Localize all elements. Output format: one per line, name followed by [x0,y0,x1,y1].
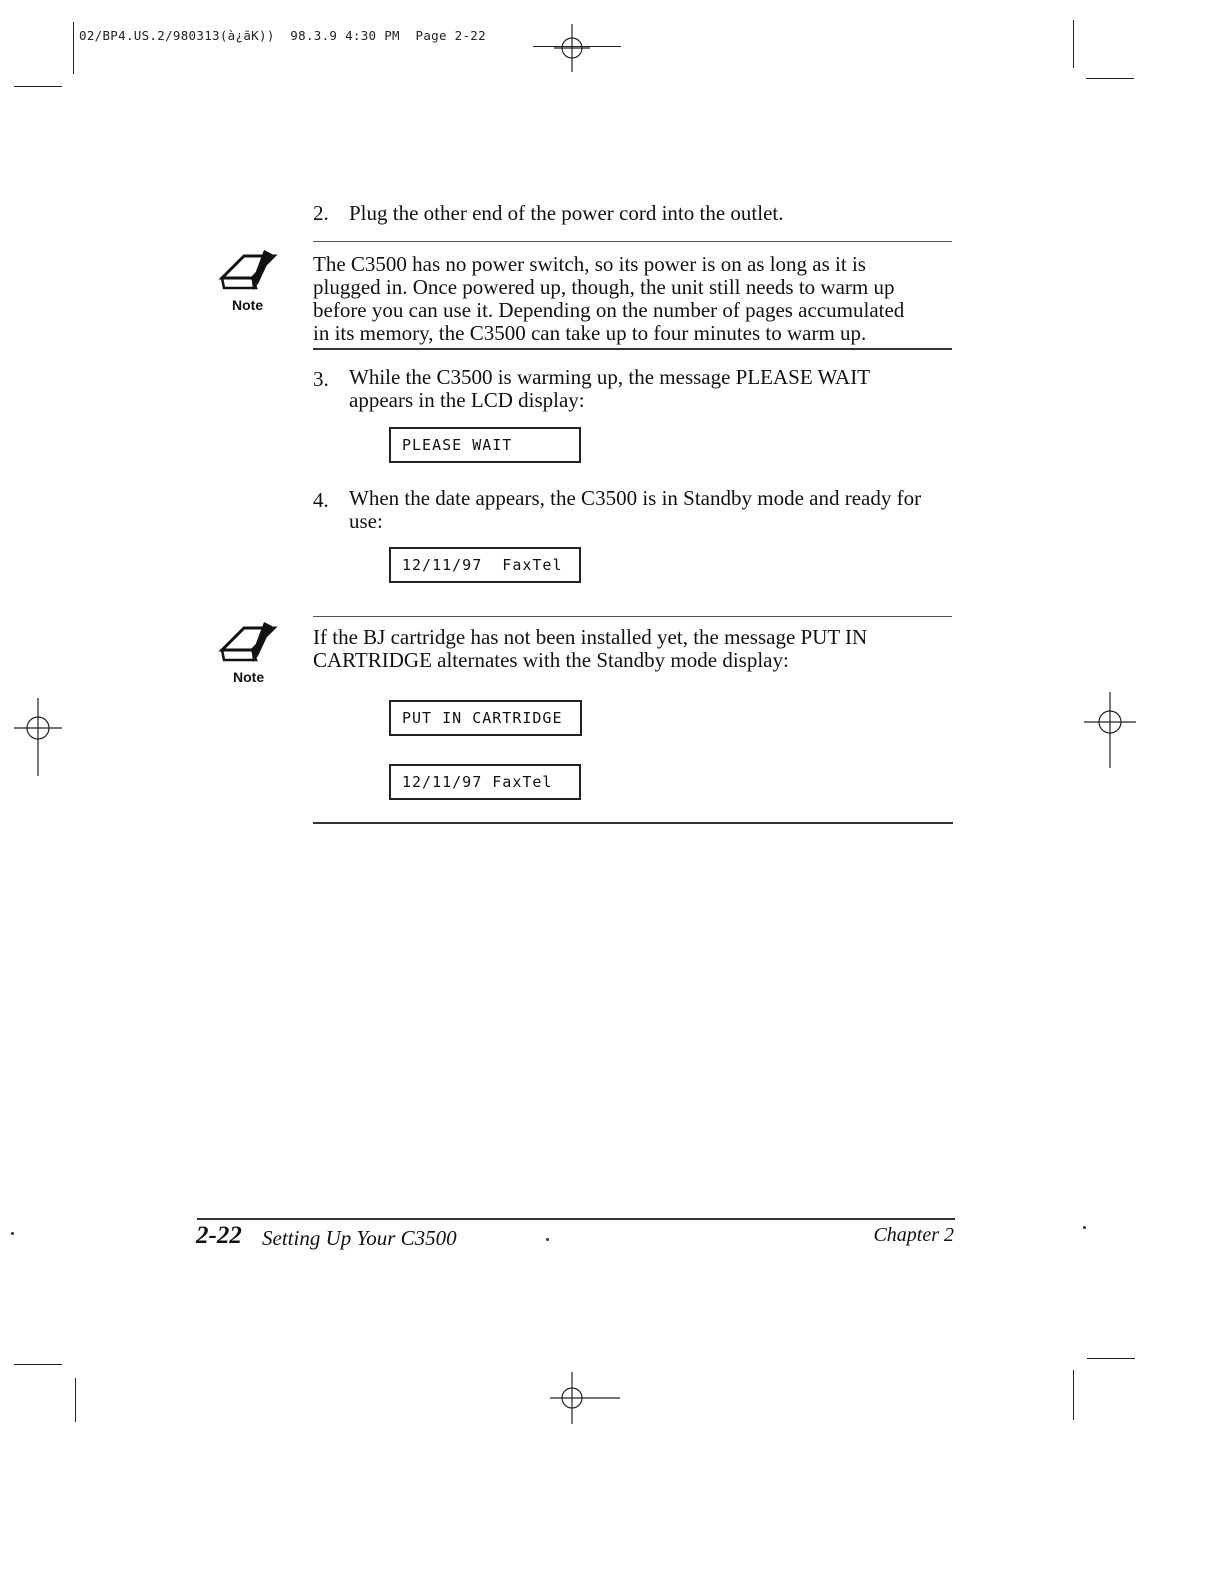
crop-mark-bottom-right-horizontal [1087,1358,1135,1359]
step-4-line-1: When the date appears, the C3500 is in Standby mode and ready for [349,486,922,510]
step-3-line-1: While the C3500 is warming up, the message PLEASE WAIT [349,365,871,389]
step-2-number: 2. [313,201,329,225]
note-1-line-3: before you can use it. Depending on the number of pages accumulated [313,298,905,322]
note-1-label: Note [232,297,264,313]
crop-mark-top-right-horizontal [1086,78,1134,79]
crop-mark-top-right-vertical [1073,20,1074,68]
crop-mark-bottom-left-vertical [75,1378,76,1422]
step-4-number: 4. [313,488,329,512]
note-1-bottom-rule [313,348,952,350]
crop-mark-bottom-right-vertical [1073,1370,1074,1420]
lcd-display-put-in-cartridge: PUT IN CARTRIDGE [389,700,582,736]
crop-mark-top-left-horizontal [14,86,62,87]
note-1-top-rule [313,241,952,242]
note-2-label: Note [233,669,265,685]
note-2-line-2: CARTRIDGE alternates with the Standby mode display: [313,648,789,672]
scan-speck [11,1232,14,1235]
lcd-display-standby: 12/11/97 FaxTel [389,547,581,583]
registration-mark-right-icon [1080,692,1140,752]
footer-title: Setting Up Your C3500 [262,1226,457,1250]
crop-mark-top-left-vertical [73,22,74,74]
note-2-line-1: If the BJ cartridge has not been installed yet, the message PUT IN [313,625,868,649]
note-2-bottom-rule [313,822,953,824]
registration-mark-left-icon [8,698,68,758]
note-1-line-2: plugged in. Once powered up, though, the unit still needs to warm up [313,275,895,299]
note-1-text [313,253,904,345]
footer-chapter: Chapter 2 [873,1224,954,1246]
scan-speck [546,1238,549,1241]
footer-page-number: 2-22 [196,1222,242,1249]
step-2-text: Plug the other end of the power cord into the outlet. [349,201,784,225]
registration-mark-top-icon [542,18,602,78]
lcd-display-standby-alternate: 12/11/97 FaxTel [389,764,581,800]
note-2-text [313,626,867,672]
printer-slug: 02/BP4.US.2/980313(à¿ãK)) 98.3.9 4:30 PM Page 2-22 [79,28,486,43]
footer-rule [197,1218,955,1220]
step-3-number: 3. [313,367,329,391]
step-4-line-2: use: [349,509,383,533]
step-3-line-2: appears in the LCD display: [349,388,585,412]
crop-mark-bottom-left-horizontal [14,1364,62,1365]
step-4-text [349,487,921,533]
note-1-line-4: in its memory, the C3500 can take up to four minutes to warm up. [313,321,867,345]
scan-speck [1083,1226,1086,1229]
step-3-text [349,366,870,412]
note-1-line-1: The C3500 has no power switch, so its power is on as long as it is [313,252,866,276]
registration-mark-bottom-icon [542,1368,602,1428]
lcd-display-please-wait: PLEASE WAIT [389,427,581,463]
note-2-top-rule [313,616,952,617]
